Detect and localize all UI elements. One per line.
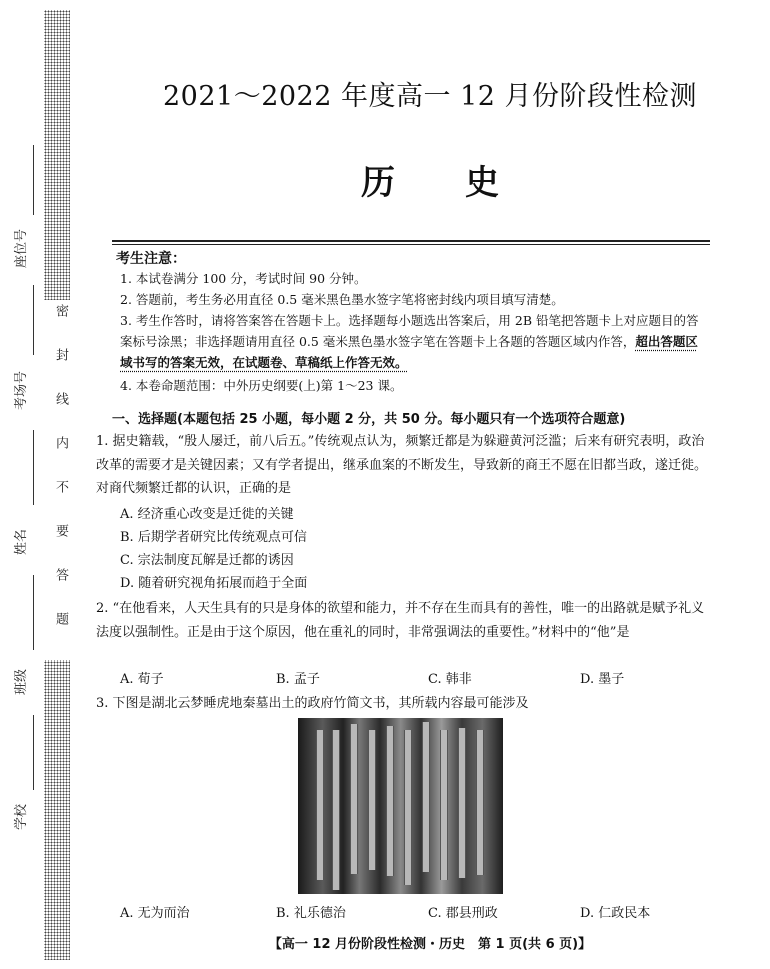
- class-line: [33, 575, 34, 650]
- question-1-stem: 1. 据史籍载，“殷人屡迁，前八后五。”传统观点认为，频繁迁都是为躲避黄河泛滥；后来有研究表明，政治改革的需要才是关键因素；又有学者提出，继承血案的不断发生，导致新的商王不愿在旧都当政，遂迁徙。对商代频繁迁都的认识，正确的是: [96, 434, 708, 496]
- school-label: 学校: [14, 803, 29, 830]
- question-1-option-d: D. 随着研究视角拓展而趋于全面: [120, 576, 308, 591]
- question-1-option-c: C. 宗法制度瓦解是迁都的诱因: [120, 553, 294, 568]
- subject-title: 历史: [361, 163, 569, 203]
- question-1-option-a: A. 经济重心改变是迁徙的关键: [120, 507, 294, 522]
- question-2-option-d: D. 墨子: [580, 672, 625, 687]
- bamboo-slips-photo: [298, 718, 503, 894]
- seat-number-line: [33, 145, 34, 215]
- question-1-option-b: B. 后期学者研究比传统观点可信: [120, 530, 307, 545]
- question-3-option-c: C. 郡县刑政: [428, 906, 498, 921]
- notice-item-3-text: 3. 考生作答时，请将答案答在答题卡上。选择题每小题选出答案后，用 2B 铅笔把答题卡上对应题目的答案标号涂黑；非选择题请用直径 0.5 毫米黑色墨水签字笔在答题卡上各题的答题区域内作答，: [120, 313, 699, 349]
- header-rule: [112, 240, 710, 242]
- header-rule-thin: [112, 244, 710, 245]
- question-3-option-d: D. 仁政民本: [580, 906, 651, 921]
- question-2-option-c: C. 韩非: [428, 672, 472, 687]
- section-heading: 一、选择题(本题包括 25 小题，每小题 2 分，共 50 分。每小题只有一个选项符合题意): [112, 412, 626, 427]
- seal-line-text: 密封线内不要答题: [44, 300, 70, 660]
- notice-item-2: 2. 答题前，考生务必用直径 0.5 毫米黑色墨水签字笔将密封线内项目填写清楚。: [120, 292, 564, 307]
- exam-title: 2021～2022 年度高一 12 月份阶段性检测: [162, 81, 698, 112]
- exam-room-label: 考场号: [14, 370, 29, 410]
- exam-room-line: [33, 285, 34, 355]
- name-line: [33, 430, 34, 505]
- notice-heading: 考生注意：: [116, 251, 186, 267]
- class-label: 班级: [14, 668, 29, 695]
- seat-number-label: 座位号: [14, 228, 29, 268]
- question-2-stem: 2. “在他看来，人天生具有的只是身体的欲望和能力，并不存在生而具有的善性，唯一的出路就是赋予礼义法度以强制性。正是由于这个原因，他在重礼的同时，非常强调法的重要性。”材料中的“他”是: [96, 601, 705, 640]
- notice-item-3-emphasis: 超出答题区域书写的答案无效，在试题卷、草稿纸上作答无效。: [120, 334, 698, 370]
- notice-item-1: 1. 本试卷满分 100 分，考试时间 90 分钟。: [120, 271, 367, 286]
- name-label: 姓名: [14, 528, 29, 555]
- notice-item-3: [120, 310, 710, 373]
- school-line: [33, 715, 34, 790]
- question-3-option-a: A. 无为而治: [120, 906, 190, 921]
- question-2-option-a: A. 荀子: [120, 672, 164, 687]
- question-3-stem: 3. 下图是湖北云梦睡虎地秦墓出土的政府竹简文书，其所载内容最可能涉及: [96, 696, 529, 711]
- page-footer: 【高一 12 月份阶段性检测・历史 第 1 页(共 6 页)】: [268, 937, 592, 952]
- question-2-option-b: B. 孟子: [276, 672, 320, 687]
- notice-item-4: 4. 本卷命题范围：中外历史纲要(上)第 1～23 课。: [120, 378, 403, 393]
- question-3-option-b: B. 礼乐德治: [276, 906, 346, 921]
